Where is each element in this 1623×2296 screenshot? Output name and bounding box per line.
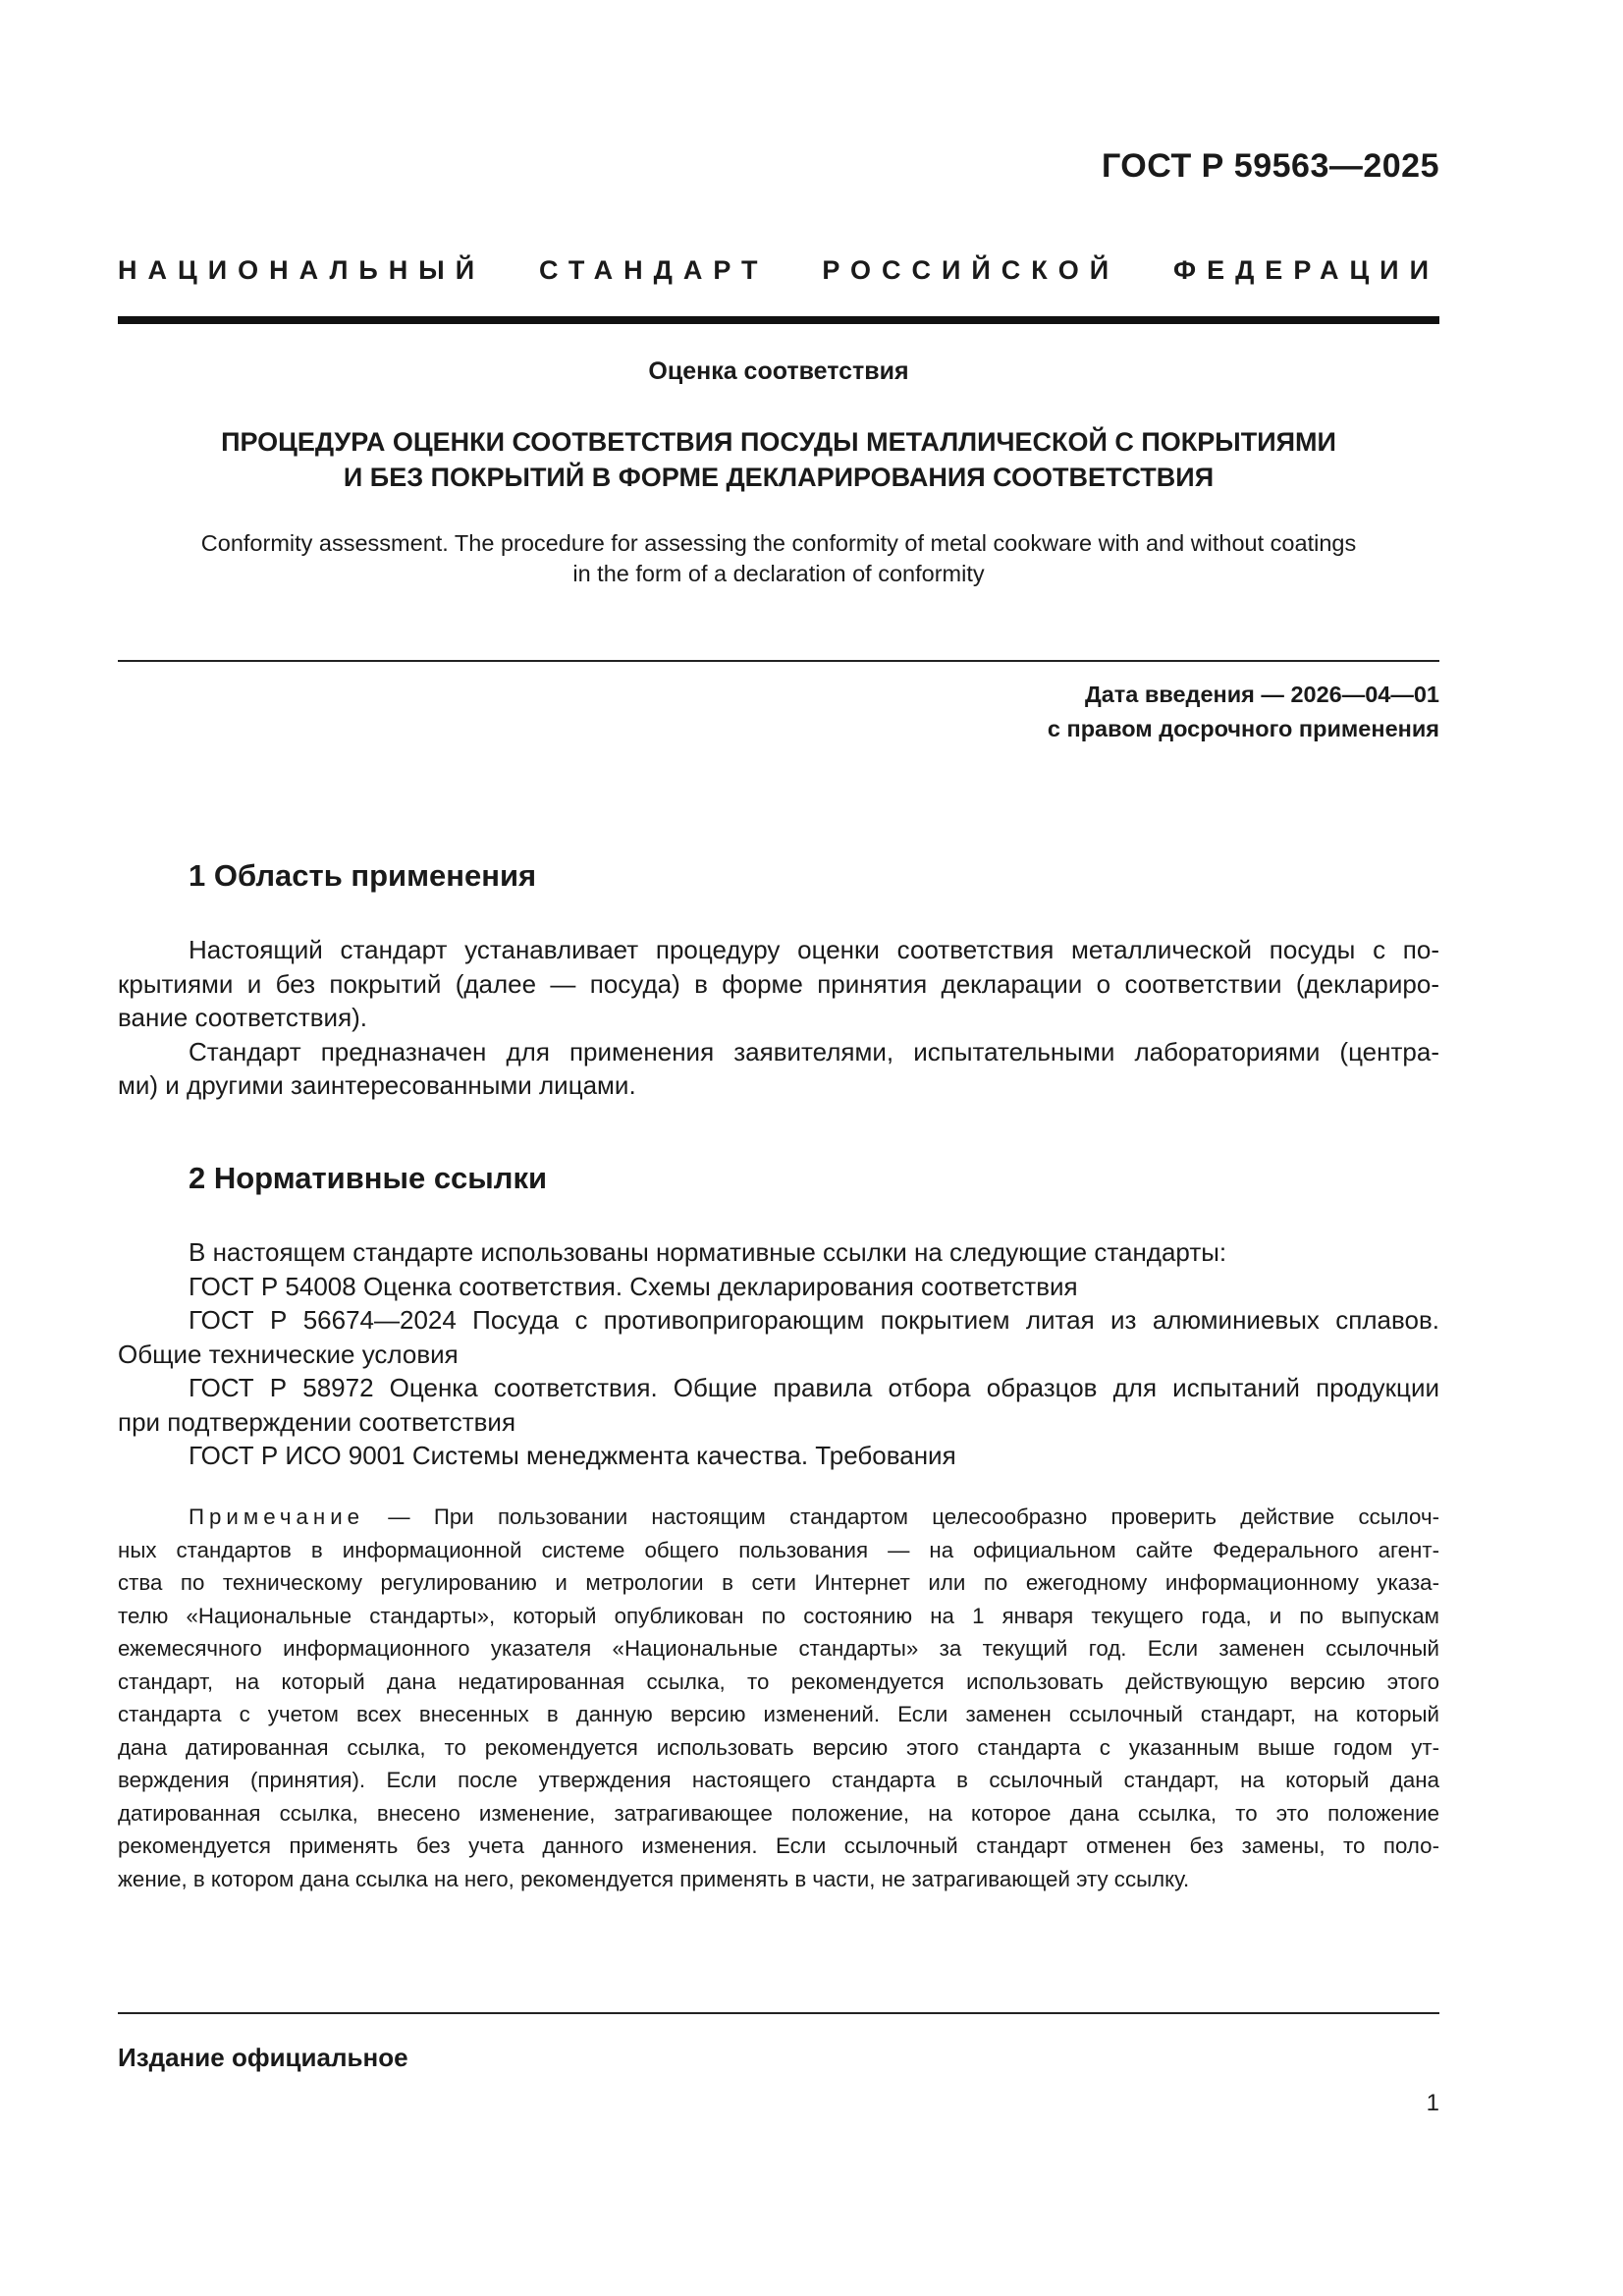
reference-item-continuation: при подтверждении соответствия <box>118 1406 516 1437</box>
document-title <box>118 424 1439 495</box>
title-divider <box>118 660 1439 662</box>
english-title-line: Conformity assessment. The procedure for assessing the conformity of metal cookware with and without coatings <box>200 530 1357 556</box>
note-line: ства по техническому регулированию и метрологии в сети Интернет или по ежегодному информационному указа- <box>118 1570 1439 1595</box>
note-line-text: — При пользовании настоящим стандартом целесообразно проверить действие ссылоч- <box>364 1504 1439 1529</box>
note-line <box>118 1501 1439 1534</box>
note-line: стандарта с учетом всех внесенных в данную версию изменений. Если заменен ссылочный стандарт, на который <box>118 1702 1439 1726</box>
paragraph-line: Настоящий стандарт устанавливает процедуру оценки соответствия металлической посуды с по- <box>189 935 1439 964</box>
note-line: ных стандартов в информационной системе общего пользования — на официальном сайте Федерального агент- <box>118 1537 1439 1562</box>
title-line: ПРОЦЕДУРА ОЦЕНКИ СООТВЕТСТВИЯ ПОСУДЫ МЕТАЛЛИЧЕСКОЙ С ПОКРЫТИЯМИ <box>221 427 1336 457</box>
header-rule <box>118 316 1439 324</box>
note-line: рекомендуется применять без учета данного изменения. Если ссылочный стандарт отменен без замены, то поло- <box>118 1833 1439 1858</box>
reference-item: ГОСТ Р 54008 Оценка соответствия. Схемы декларирования соответствия <box>189 1271 1078 1301</box>
paragraph-line: ми) и другими заинтересованными лицами. <box>118 1070 636 1100</box>
note-line: датированная ссылка, внесено изменение, затрагивающее положение, на которое дана ссылка, то это положение <box>118 1800 1439 1826</box>
document-number: ГОСТ Р 59563—2025 <box>1101 147 1439 185</box>
reference-item: ГОСТ Р ИСО 9001 Системы менеджмента качества. Требования <box>189 1441 956 1470</box>
paragraph-line: В настоящем стандарте использованы нормативные ссылки на следующие стандарты: <box>189 1237 1227 1267</box>
document-page <box>118 0 1439 2296</box>
early-application-line: с правом досрочного применения <box>1047 716 1439 741</box>
note-line: верждения (принятия). Если после утверждения настоящего стандарта в ссылочный стандарт, на который дана <box>118 1768 1439 1792</box>
note-line: дана датированная ссылка, то рекомендуется использовать версию этого стандарта с указанным выше годом ут- <box>118 1734 1439 1760</box>
section-heading-references: 2 Нормативные ссылки <box>189 1161 548 1195</box>
paragraph-line: крытиями и без покрытий (далее — посуда) в форме принятия декларации о соответствии (деклариро- <box>118 968 1439 999</box>
page-number: 1 <box>1426 2090 1439 2116</box>
english-title <box>118 528 1439 589</box>
official-edition-label: Издание официальное <box>118 2043 408 2072</box>
reference-item: ГОСТ Р 58972 Оценка соответствия. Общие правила отбора образцов для испытаний продукции <box>189 1373 1439 1402</box>
footer-rule <box>118 2012 1439 2014</box>
section-heading-scope: 1 Область применения <box>189 858 537 893</box>
reference-item: ГОСТ Р 56674—2024 Посуда с противопригорающим покрытием литая из алюминиевых сплавов. <box>189 1305 1439 1335</box>
reference-item-continuation: Общие технические условия <box>118 1339 459 1369</box>
intro-date-line: Дата введения — 2026—04—01 <box>1084 682 1439 707</box>
note-line: жение, в котором дана ссылка на него, рекомендуется применять в части, не затрагивающей эту ссылку. <box>118 1866 1190 1891</box>
paragraph-line: вание соответствия). <box>118 1003 368 1032</box>
title-line: И БЕЗ ПОКРЫТИЙ В ФОРМЕ ДЕКЛАРИРОВАНИЯ СООТВЕТСТВИЯ <box>343 463 1215 492</box>
section-scope-text <box>118 933 1439 1103</box>
paragraph-line: Стандарт предназначен для применения заявителями, испытательными лабораториями (центра- <box>189 1036 1439 1066</box>
english-title-line: in the form of a declaration of conformity <box>572 561 985 586</box>
document-topic: Оценка соответствия <box>648 357 909 385</box>
section-references-text <box>118 1235 1439 1473</box>
note-label: Примечание <box>189 1504 365 1529</box>
note-line: стандарт, на который дана недатированная ссылка, то рекомендуется использовать действующую версию этого <box>118 1668 1439 1694</box>
note-text <box>118 1501 1439 1895</box>
introduction-date <box>1048 678 1439 746</box>
note-line: ежемесячного информационного указателя «Национальные стандарты» за текущий год. Если заменен ссылочный <box>118 1636 1439 1661</box>
note-line: телю «Национальные стандарты», который опубликован по состоянию на 1 января текущего года, и по выпускам <box>118 1603 1439 1628</box>
standard-banner: НАЦИОНАЛЬНЫЙ СТАНДАРТ РОССИЙСКОЙ ФЕДЕРАЦИИ <box>118 255 1439 285</box>
